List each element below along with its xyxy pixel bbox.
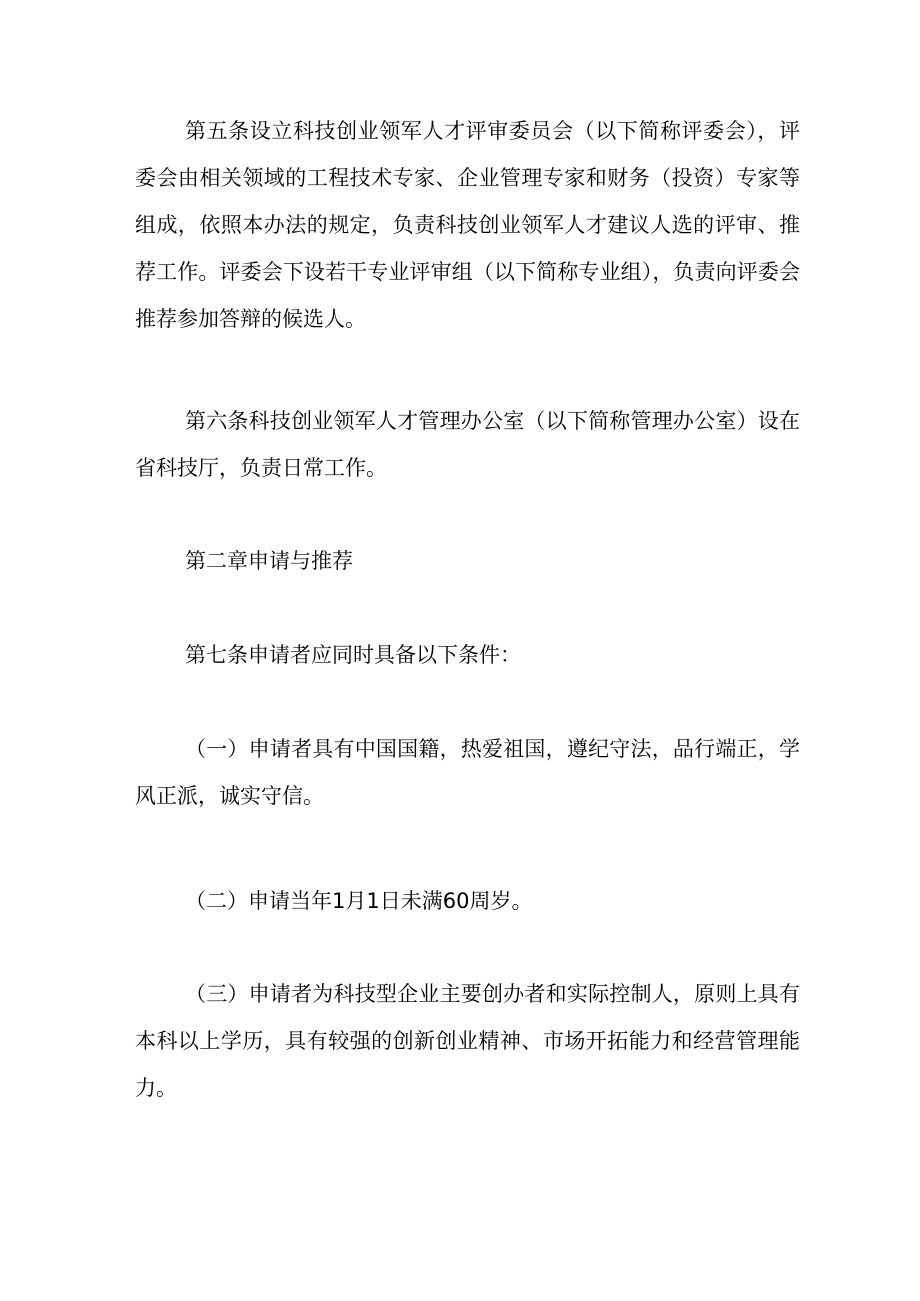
list-item-condition-1: （一）申请者具有中国国籍，热爱祖国，遵纪守法，品行端正，学风正派，诚实守信。 xyxy=(135,737,800,808)
paragraph-article-7: 第七条申请者应同时具备以下条件： xyxy=(185,643,521,667)
paragraph-article-5: 第五条设立科技创业领军人才评审委员会（以下简称评委会），评委会由相关领域的工程技术专家、企业管理专家和财务（投资）专家等组成，依照本办法的规定，负责科技创业领军人才建议人选的评审、推荐工作。评委会下设若干专业评审组（以下简称专业组），负责向评委会推荐参加答辩的候选人。 xyxy=(135,119,800,331)
paragraph-article-6: 第六条科技创业领军人才管理办公室（以下简称管理办公室）设在省科技厅，负责日常工作。 xyxy=(135,409,800,480)
chapter-heading: 第二章申请与推荐 xyxy=(185,549,353,573)
list-item-condition-2: （二）申请当年1月1日未满60周岁。 xyxy=(185,889,533,913)
list-item-condition-3: （三）申请者为科技型企业主要创办者和实际控制人，原则上具有本科以上学历，具有较强的创新创业精神、市场开拓能力和经营管理能力。 xyxy=(135,982,800,1100)
